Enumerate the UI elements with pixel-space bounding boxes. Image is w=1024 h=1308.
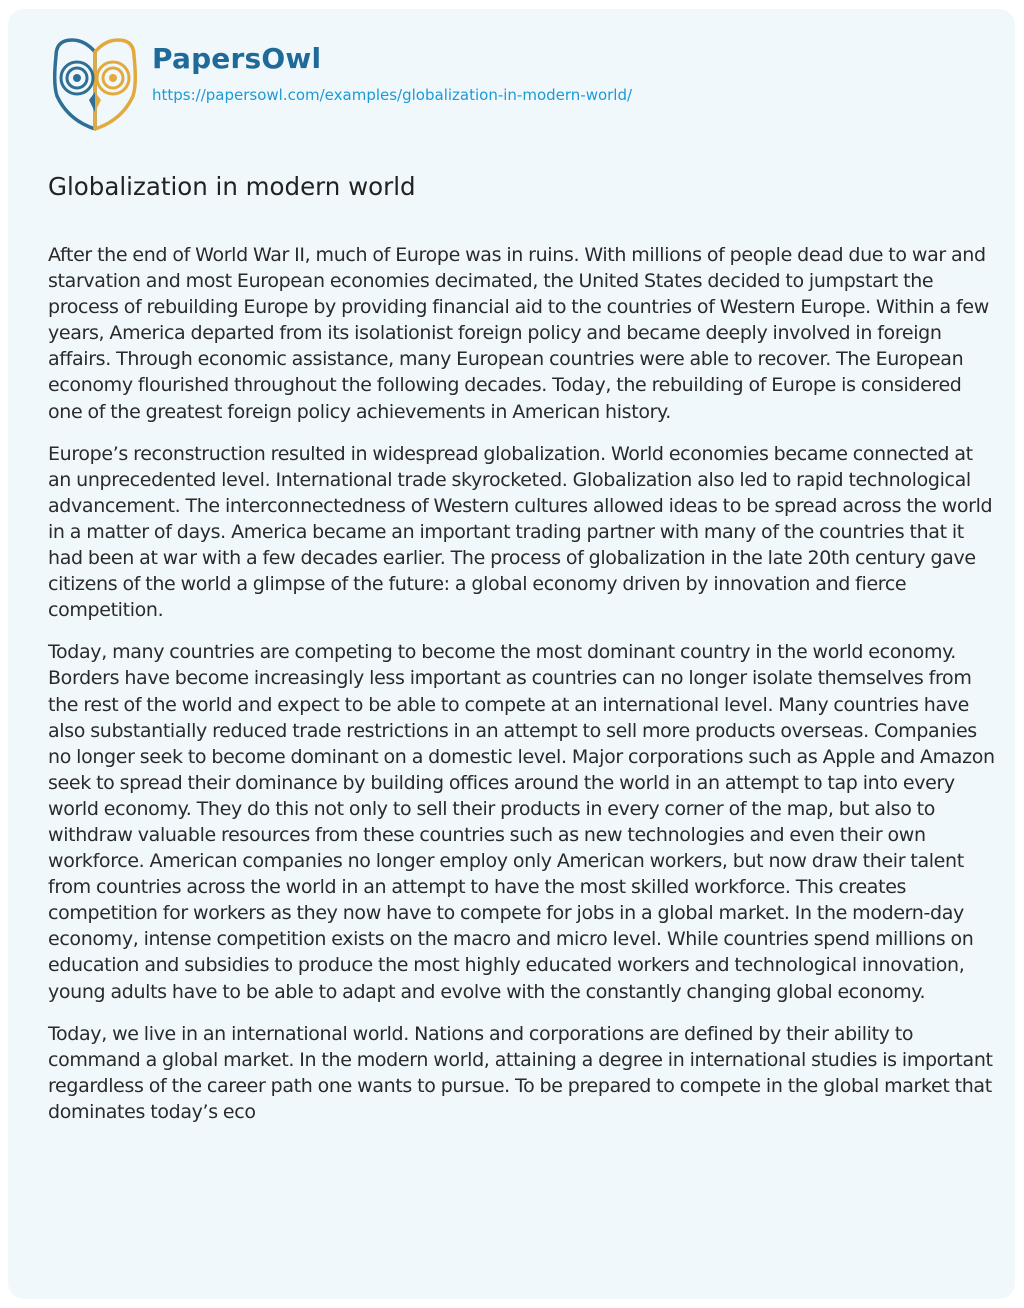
- brand-header: [48, 34, 948, 134]
- source-url-link[interactable]: https://papersowl.com/examples/globalization-in-modern-world/: [152, 86, 633, 104]
- page-title: Globalization in modern world: [48, 172, 416, 201]
- brand-name: PapersOwl: [152, 42, 322, 75]
- paragraph-3: Today, many countries are competing to become the most dominant country in the world economy. Borders have become increasingly less important as countries can no longer isolate themselves from the rest of the world and expect to be able to compete at an international level. Many countries have also substantially reduced trade restrictions in an attempt to sell more products overseas. Companies no longer seek to become dominant on a domestic level. Major corporations such as Apple and Amazon seek to spread their dominance by building offices around the world in an attempt to tap into every world economy. They do this not only to sell their products in every corner of the map, but also to withdraw valuable resources from these countries such as new technologies and even their own workforce. American companies no longer employ only American workers, but now draw their talent from countries across the world in an attempt to have the most skilled workforce. This creates competition for workers as they now have to compete for jobs in a global market. In the modern-day economy, intense competition exists on the macro and micro level. While countries spend millions on education and subsidies to produce the most highly educated workers and technological innovation, young adults have to be able to adapt and evolve with the constantly changing global economy.: [48, 641, 995, 1003]
- paragraph-2: Europe’s reconstruction resulted in widespread globalization. World economies became connected at an unprecedented level. International trade skyrocketed. Globalization also led to rapid technological advancement. The interconnectedness of Western cultures allowed ideas to be spread across the world in a matter of days. America became an important trading partner with many of the countries that it had been at war with a few decades earlier. The process of globalization in the late 20th century gave citizens of the world a glimpse of the future: a global economy driven by innovation and fierce competition.: [48, 442, 993, 622]
- paragraph-1: After the end of World War II, much of Europe was in ruins. With millions of people dead due to war and starvation and most European economies decimated, the United States decided to jumpstart the process of rebuilding Europe by providing financial aid to the countries of Western Europe. Within a few years, America departed from its isolationist foreign policy and became deeply involved in foreign affairs. Through economic assistance, many European countries were able to recover. The European economy flourished throughout the following decades. Today, the rebuilding of Europe is considered one of the greatest foreign policy achievements in American history.: [48, 244, 989, 423]
- owl-logo-icon: [48, 34, 142, 134]
- essay-card: [8, 9, 1015, 1299]
- paragraph-4: Today, we live in an international world. Nations and corporations are defined by their ability to command a global market. In the modern world, attaining a degree in international studies is important regardless of the career path one wants to pursue. To be prepared to compete in the global market that dominates today’s eco: [48, 1022, 993, 1123]
- article-body: [48, 242, 1000, 1141]
